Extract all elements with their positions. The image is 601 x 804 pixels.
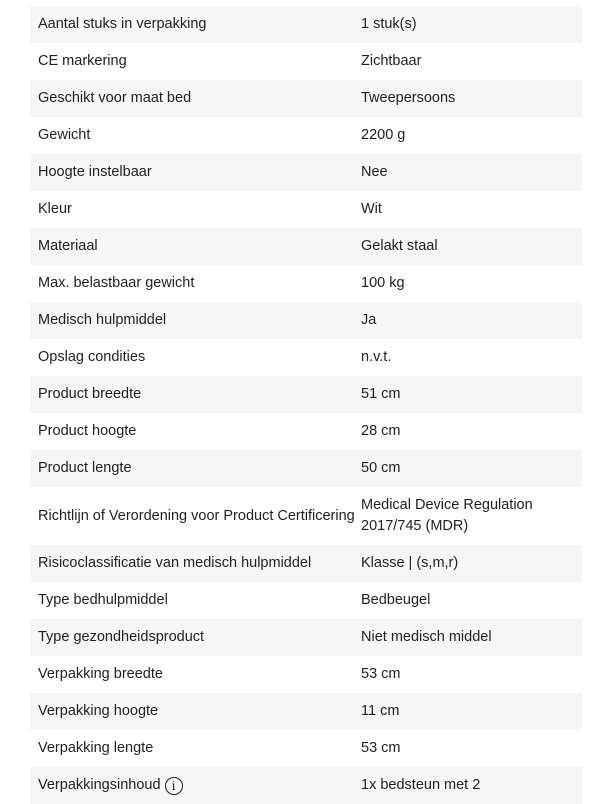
spec-value: 50 cm <box>361 460 401 476</box>
spec-value: Medical Device Regulation 2017/745 (MDR) <box>361 497 533 534</box>
spec-value: Zichtbaar <box>361 53 422 69</box>
spec-value: 1x bedsteun met 2 <box>361 777 481 793</box>
spec-value: Niet medisch middel <box>361 629 492 645</box>
spec-row-product-lengte <box>30 450 582 487</box>
spec-value: n.v.t. <box>361 349 392 365</box>
info-icon[interactable]: i <box>165 777 183 795</box>
spec-value: Gelakt staal <box>361 238 438 254</box>
spec-row-max-gewicht <box>30 265 582 302</box>
spec-label: Type gezondheidsproduct <box>38 629 205 645</box>
spec-value: Bedbeugel <box>361 592 431 608</box>
spec-label: CE markering <box>38 53 127 69</box>
spec-label-text: Verpakkingsinhoud <box>38 777 161 793</box>
spec-row-materiaal <box>30 228 582 265</box>
spec-label: Max. belastbaar gewicht <box>38 275 195 291</box>
spec-row-product-hoogte <box>30 413 582 450</box>
spec-row-type-bedhulpmiddel <box>30 582 582 619</box>
spec-label: Kleur <box>38 201 72 217</box>
spec-row-opslag-condities <box>30 339 582 376</box>
spec-label: Product lengte <box>38 460 132 476</box>
spec-row-gewicht <box>30 117 582 154</box>
specifications-table <box>30 6 582 804</box>
spec-row-aantal-stuks <box>30 6 582 43</box>
spec-label: Richtlijn of Verordening voor Product Certificering <box>38 507 355 524</box>
spec-label: Gewicht <box>38 127 91 143</box>
spec-value: Ja <box>361 312 377 328</box>
spec-label-with-info <box>30 775 361 796</box>
spec-label: Geschikt voor maat bed <box>38 90 192 106</box>
spec-label: Medisch hulpmiddel <box>38 312 167 328</box>
spec-row-richtlijn <box>30 487 582 545</box>
spec-row-type-gezondheidsproduct <box>30 619 582 656</box>
spec-label: Opslag condities <box>38 349 146 365</box>
spec-row-maat-bed <box>30 80 582 117</box>
spec-value: 28 cm <box>361 423 401 439</box>
spec-row-ce-markering <box>30 43 582 80</box>
spec-value: 51 cm <box>361 386 401 402</box>
spec-label: Materiaal <box>38 238 98 254</box>
spec-value: Nee <box>361 164 388 180</box>
spec-label: Product hoogte <box>38 423 137 439</box>
spec-label: Hoogte instelbaar <box>38 164 152 180</box>
spec-label: Product breedte <box>38 386 142 402</box>
spec-value: 11 cm <box>361 703 400 719</box>
spec-row-verpakking-hoogte <box>30 693 582 730</box>
spec-label: Type bedhulpmiddel <box>38 592 168 608</box>
spec-row-product-breedte <box>30 376 582 413</box>
spec-row-kleur <box>30 191 582 228</box>
spec-row-verpakking-lengte <box>30 730 582 767</box>
spec-value: 2200 g <box>361 127 406 143</box>
spec-value: Wit <box>361 201 382 217</box>
spec-label: Risicoclassificatie van medisch hulpmiddel <box>38 555 312 571</box>
spec-label: Aantal stuks in verpakking <box>38 16 207 32</box>
spec-value: Tweepersoons <box>361 90 456 106</box>
spec-row-risicoclassificatie <box>30 545 582 582</box>
spec-value: 100 kg <box>361 275 405 291</box>
spec-value: Klasse | (s,m,r) <box>361 555 459 571</box>
spec-row-hoogte-instelbaar <box>30 154 582 191</box>
spec-row-medisch-hulpmiddel <box>30 302 582 339</box>
spec-value: 53 cm <box>361 666 401 682</box>
spec-label: Verpakking lengte <box>38 740 154 756</box>
spec-label: Verpakking hoogte <box>38 703 159 719</box>
spec-value: 1 stuk(s) <box>361 16 417 32</box>
spec-row-verpakking-breedte <box>30 656 582 693</box>
spec-value: 53 cm <box>361 740 401 756</box>
spec-row-verpakkingsinhoud <box>30 767 582 804</box>
spec-label: Verpakking breedte <box>38 666 163 682</box>
